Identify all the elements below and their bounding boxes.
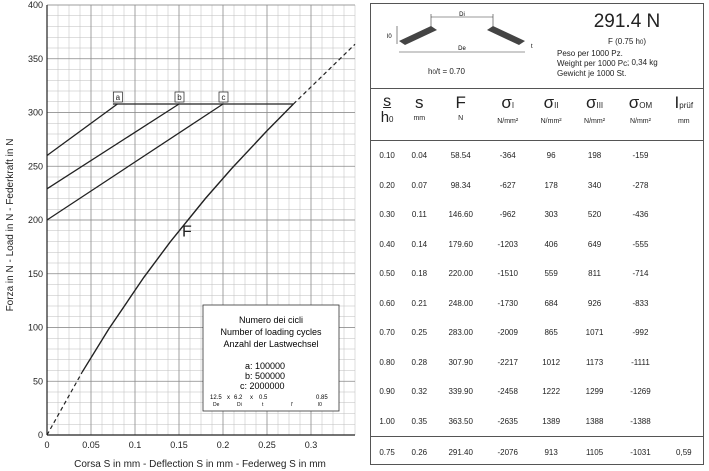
table-row [371,230,703,260]
table-cell: 1071 [585,328,604,338]
table-header-row [371,90,703,141]
table-cell: 0.20 [379,180,395,190]
ratio-index: 0 [432,70,436,76]
legend-dim-l0: 0.85 [316,395,328,401]
table-cell: 811 [588,269,601,279]
table-cell: 98.34 [450,180,471,190]
table-cell: 0.07 [411,180,428,190]
sigma-iii-sub: III [596,101,604,110]
table-cell: -2635 [497,416,518,426]
table-cell: -833 [632,298,649,308]
table-row [371,437,703,469]
x-tick-label: 0.2 [216,440,230,450]
x-tick-label: 0.1 [128,440,142,450]
sigma-ii-sym: σ [543,93,555,112]
col-f [435,90,486,141]
header-sigma-iii [573,94,616,115]
de-label: De [458,46,466,52]
table-cell: -1388 [630,416,651,426]
y-axis-label: Forza in N - Load in N - Federkraft in N [5,138,16,312]
fatigue-label-c: c [221,93,226,103]
x-tick-label: 0 [44,440,50,450]
table-cell: 1105 [573,437,616,469]
x-axis-label: Corsa S in mm - Deflection S in mm - Federweg S in mm [74,459,326,470]
header-sigma-i [486,94,529,115]
x-tick-label: 0.25 [258,440,276,450]
h0-t-ratio [428,67,465,76]
table-cell: 178 [544,180,558,190]
table-cell: 684 [544,298,558,308]
fatigue-label-a: a [115,93,121,103]
legend-dimlabel-l0: l0 [318,402,322,408]
legend-box [203,305,339,411]
legend-title-de: Anzahl der Lastwechsel [223,339,319,349]
table-cell: 220.00 [448,269,473,279]
table-cell: -1730 [497,298,518,308]
col-sigma-ii [529,90,572,141]
header-sigma-om [616,94,664,115]
sigma-i-sym: σ [501,93,512,112]
header-l-pruef [665,94,703,115]
header-h: h [380,109,390,126]
col-sigma-i [486,90,529,141]
table-cell: 58.54 [450,151,471,161]
table-cell: -2458 [497,387,518,397]
spring-spec-panel [370,3,704,465]
header-f: F [455,93,466,112]
legend-dimlabel-de: De [213,402,220,408]
y-tick-label: 150 [27,268,43,279]
x-tick-label: 0.05 [82,440,100,450]
y-tick-label: 350 [27,53,43,64]
sigma-om-sym: σ [628,93,640,112]
table-cell [665,230,703,260]
table-cell: 283.00 [448,328,473,338]
header-l-pruef-unit: mm [677,118,690,125]
table-cell: 0.32 [411,387,428,397]
table-cell: 0.75 [371,437,403,469]
table-cell: 0.11 [411,210,427,220]
header-sigma-ii-unit: N/mm² [540,118,562,125]
table-cell [665,259,703,289]
table-cell: 649 [587,239,602,249]
sigma-i-sub: I [511,101,515,110]
table-row [371,377,703,407]
table-cell [665,200,703,230]
header-s-top: s [383,93,392,110]
sigma-iii-sym: σ [585,93,597,112]
fatigue-line-a [47,104,117,155]
table-cell: 1173 [585,357,604,367]
l-pruef-sub: prüf [679,101,694,110]
x-tick-label: 0.3 [304,440,318,450]
table-cell [665,407,703,437]
header-sigma-om-unit: N/mm² [629,118,651,125]
header-h0 [371,110,403,127]
x-tick-label: 0.15 [170,440,188,450]
header-sigma-iii-unit: N/mm² [584,118,606,125]
table-cell: 0.40 [379,239,395,249]
table-cell: -2009 [497,328,518,338]
table-cell: -436 [632,210,649,220]
table-cell: 865 [544,328,558,338]
legend-entry-a: a: 100000 [245,361,286,371]
force-curve-label: F [182,223,192,241]
table-cell: 0.28 [411,357,428,367]
table-body [371,141,703,469]
t-label: t [531,44,533,50]
header-h0-index: 0 [389,115,394,124]
force-sub-index: 0 [640,40,644,46]
table-cell: 1222 [542,387,561,397]
table-cell: 291.40 [435,437,486,469]
force-subtitle [557,37,697,46]
legend-dimlabel-t: t [262,402,264,408]
table-cell: 339.90 [448,387,473,397]
col-sigma-iii [573,90,616,141]
table-cell [665,171,703,201]
table-row [371,318,703,348]
table-row [371,200,703,230]
table-cell: 0.18 [411,269,428,279]
header-s: s [415,93,424,112]
col-s [403,90,435,141]
y-tick-label: 300 [27,107,43,118]
table-cell: -2217 [497,357,518,367]
table-cell: 0.26 [403,437,435,469]
table-row [371,348,703,378]
table-cell: 1.00 [379,416,395,426]
legend-dim-x1: x [227,395,230,401]
table-cell: 363.50 [448,416,473,426]
y-tick-label: 100 [27,322,43,333]
weight-de: Gewicht je 1000 St. [557,69,627,78]
table-cell: 0.25 [411,328,428,338]
table-cell: -278 [632,180,649,190]
table-cell: 198 [587,151,602,161]
table-cell: 179.60 [448,239,473,249]
table-cell [665,289,703,319]
col-s-over-h0 [371,90,403,141]
force-value: 291.4 N [593,11,661,32]
table-cell: 0.50 [379,269,395,279]
table-row [371,259,703,289]
legend-title-it: Numero dei cicli [238,315,304,325]
table-cell: 1299 [585,387,604,397]
l-pruef-sym: I [674,93,680,112]
legend-dimlabel-di: Di [237,402,242,408]
force-curve-dashed-end [293,44,355,104]
table-cell: 0.30 [379,210,395,220]
table-cell: 1012 [542,357,561,367]
ratio-rest: /t = 0.70 [435,67,465,76]
table-cell: 0.80 [379,357,395,367]
di-label: Di [459,12,465,18]
table-cell: 146.60 [448,210,473,220]
header-s-unit: mm [413,115,426,122]
weight-it: Peso per 1000 Pz. [557,49,623,58]
table-cell: 303 [544,210,558,220]
header-sigma-ii [529,94,572,115]
table-cell: 340 [587,180,602,190]
table-cell [665,141,703,171]
table-cell: 0.70 [379,328,395,338]
table-row [371,407,703,437]
table-cell: 1389 [542,416,561,426]
table-cell: -1269 [630,387,651,397]
table-row [371,171,703,201]
table-cell: -992 [632,328,649,338]
table-cell [665,318,703,348]
l0-label: l0 [387,34,392,40]
legend-dim-di: 6.2 [234,395,243,401]
table-cell: -364 [499,151,516,161]
table-cell: -962 [499,210,516,220]
header-f-unit: N [458,115,464,122]
sigma-ii-sub: II [554,101,559,110]
table-cell: 0,59 [665,437,703,469]
legend-entry-b: b: 500000 [245,371,286,381]
legend-dim-x2: x [250,395,253,401]
y-tick-label: 50 [32,376,43,387]
y-tick-label: 200 [27,215,43,225]
table-cell: 0.35 [411,416,428,426]
table-row [371,141,703,171]
sigma-om-sub: OM [639,101,653,110]
table-cell [665,377,703,407]
table-cell: 559 [544,269,558,279]
weight-en: Weight per 1000 Pc. [557,59,630,68]
table-cell: -1203 [497,239,518,249]
table-cell: 0.60 [379,298,395,308]
header-sigma-i-unit: N/mm² [497,118,519,125]
table-cell [665,348,703,378]
col-l-pruef [665,90,703,141]
table-cell: 406 [544,239,558,249]
ratio-h: h [428,67,433,76]
table-cell: -555 [632,239,649,249]
table-cell: 248.00 [448,298,473,308]
table-cell: 913 [529,437,572,469]
table-cell: 926 [587,298,602,308]
y-tick-label: 250 [27,161,43,172]
legend-dimlabel-l: l' [291,402,294,408]
y-tick-label: 400 [27,0,43,10]
table-cell: 0.10 [379,151,395,161]
col-sigma-om [616,90,664,141]
table-cell: 0.90 [379,387,395,397]
table-cell: -1031 [616,437,664,469]
table-cell: -627 [499,180,516,190]
table-cell: 96 [546,151,556,161]
table-cell: 0.14 [411,239,428,249]
legend-entry-c: c: 2000000 [240,381,285,391]
table-cell: -714 [632,269,649,279]
legend-dim-de: 12.5 [210,395,222,401]
table-cell: -2076 [486,437,529,469]
legend-dim-t: 0.5 [259,395,268,401]
force-sub-text: F (0.75 h [607,37,640,46]
stress-table [371,90,703,468]
table-cell: 520 [587,210,602,220]
table-cell: 1388 [585,416,604,426]
fatigue-label-b: b [177,93,182,103]
table-cell: 0.04 [411,151,428,161]
spec-header [371,4,703,89]
table-row [371,289,703,319]
table-cell: -159 [632,151,649,161]
weight-value: : 0,34 kg [627,58,658,67]
force-sub-end: ) [643,37,647,46]
table-cell: 0.21 [411,298,428,308]
y-tick-label: 0 [37,430,43,440]
table-cell: 307.90 [448,357,473,367]
table-cell: -1111 [631,357,650,367]
table-cell: -1510 [497,269,518,279]
disc-spring-diagram [377,8,557,68]
legend-title-en: Number of loading cycles [220,327,322,337]
